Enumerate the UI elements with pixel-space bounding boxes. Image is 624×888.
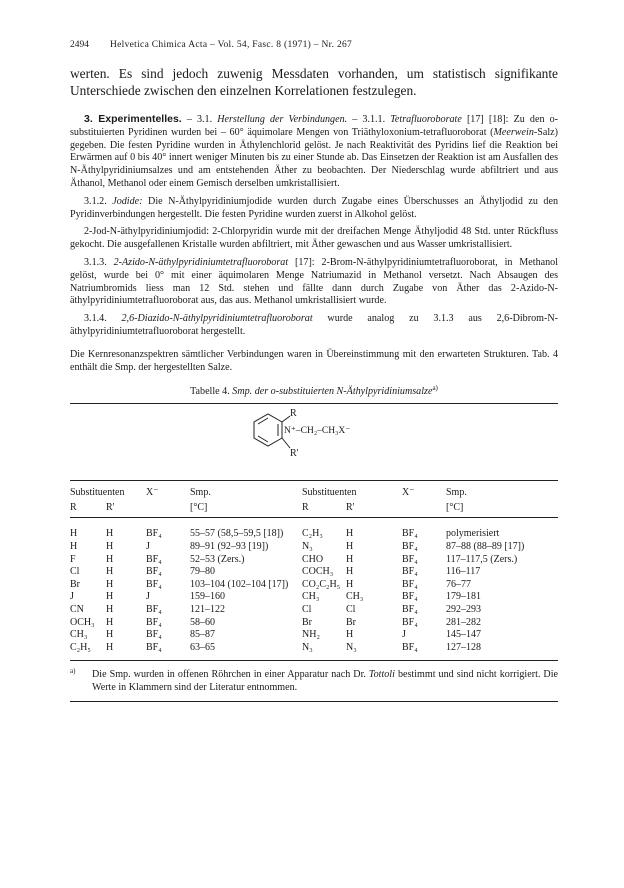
left-x-cell: J bbox=[146, 591, 150, 603]
right-rprime-cell: H bbox=[346, 528, 354, 540]
right-x-cell: BF₄ bbox=[402, 616, 418, 628]
left-r-cell: C₂H₅ bbox=[70, 641, 91, 653]
left-r-cell: Br bbox=[70, 578, 80, 590]
table-caption: Tabelle 4. Smp. der o-substituierten N-Äthylpyridiniumsalze$^{a)}$ bbox=[190, 384, 438, 398]
left-x-cell: BF₄ bbox=[146, 578, 162, 590]
page-number: 2494 bbox=[70, 40, 89, 50]
table-row bbox=[70, 579, 558, 592]
right-r-cell: NH₂ bbox=[302, 629, 320, 641]
left-x-cell: BF₄ bbox=[146, 528, 162, 540]
left-r-cell: CN bbox=[70, 603, 84, 615]
left-rprime-cell: H bbox=[106, 629, 114, 641]
pyridinium-structure bbox=[70, 404, 558, 480]
table-body bbox=[70, 518, 558, 660]
right-r-cell: C₂H₃ bbox=[302, 528, 323, 540]
right-rprime-cell: Br bbox=[346, 616, 356, 628]
left-smp-cell: 103–104 (102–104 [17]) bbox=[190, 578, 289, 590]
right-r-cell: CHO bbox=[302, 553, 324, 565]
bond-to-r bbox=[282, 416, 290, 422]
header-unit-left: [°C] bbox=[190, 502, 208, 514]
right-x-cell: J bbox=[402, 629, 406, 641]
right-rprime-cell: CH₃ bbox=[346, 591, 364, 603]
journal-page bbox=[70, 38, 558, 702]
left-r-cell: OCH₃ bbox=[70, 616, 95, 628]
right-rprime-cell: H bbox=[346, 540, 354, 552]
right-rprime-cell: H bbox=[346, 629, 354, 641]
table-row bbox=[70, 617, 558, 630]
header-smp-left: Smp. bbox=[190, 487, 211, 499]
header-substituents-right: Substituenten bbox=[302, 487, 357, 499]
left-smp-cell: 89–91 (92–93 [19]) bbox=[190, 540, 269, 552]
right-r-cell: N₃ bbox=[302, 641, 313, 653]
substituent-rprime-label: R' bbox=[290, 448, 299, 460]
table-row bbox=[70, 591, 558, 604]
bond-to-rprime bbox=[282, 438, 290, 448]
header-r-left: R bbox=[70, 502, 77, 514]
left-r-cell: Cl bbox=[70, 566, 80, 578]
table-row bbox=[70, 566, 558, 579]
right-rprime-cell: H bbox=[346, 553, 354, 565]
right-x-cell: BF₄ bbox=[402, 528, 418, 540]
right-r-cell: CO₂C₂H₅ bbox=[302, 578, 341, 590]
left-rprime-cell: H bbox=[106, 603, 114, 615]
header-unit-right: [°C] bbox=[446, 502, 464, 514]
right-rprime-cell: N₃ bbox=[346, 641, 357, 653]
right-r-cell: Br bbox=[302, 616, 312, 628]
left-rprime-cell: H bbox=[106, 540, 114, 552]
right-smp-cell: 76–77 bbox=[446, 578, 471, 590]
left-x-cell: BF₄ bbox=[146, 553, 162, 565]
left-smp-cell: 63–65 bbox=[190, 641, 215, 653]
paragraph-3-1-4: 3.1.4. 2,6-Diazido-N-äthylpyridiniumtetrafluoroborat wurde analog zu 3.1.3 aus 2,6-Dibrom-N-äthylpyridiniumtetrafluoroborat hergestellt. bbox=[70, 313, 558, 337]
left-r-cell: CH₃ bbox=[70, 629, 88, 641]
left-rprime-cell: H bbox=[106, 578, 114, 590]
left-smp-cell: 85–87 bbox=[190, 629, 215, 641]
paragraph-iodide-prep: 2-Jod-N-äthylpyridiniumjodid: 2-Chlorpyridin wurde mit der dreifachen Menge Äthyljodid 48 Std. unter Rückfluss gekocht. Die ausgefallenen Kristalle wurden abfiltriert, mit Äther gewaschen und aus Wasser umkristallisiert. bbox=[70, 226, 558, 251]
left-x-cell: BF₄ bbox=[146, 566, 162, 578]
table-row bbox=[70, 541, 558, 554]
left-r-cell: F bbox=[70, 553, 76, 565]
right-smp-cell: 281–282 bbox=[446, 616, 481, 628]
left-rprime-cell: H bbox=[106, 553, 114, 565]
right-rprime-cell: H bbox=[346, 578, 354, 590]
table-row bbox=[70, 642, 558, 655]
left-x-cell: BF₄ bbox=[146, 616, 162, 628]
left-rprime-cell: H bbox=[106, 616, 114, 628]
table-row bbox=[70, 528, 558, 541]
right-rprime-cell: Cl bbox=[346, 603, 356, 615]
right-rprime-cell: H bbox=[346, 566, 354, 578]
right-r-cell: CH₃ bbox=[302, 591, 320, 603]
table-bottom-rule bbox=[70, 660, 558, 661]
header-substituents-left: Substituenten bbox=[70, 487, 125, 499]
paragraph-3-1-2: 3.1.2. Jodide: Die N-Äthylpyridiniumjodide wurden durch Zugabe eines Überschusses an Äthyljodid zu den Pyridinverbindungen hergestellt. Die festen Pyridine wurden zuerst in Alkohol gelöst. bbox=[70, 195, 559, 220]
right-smp-cell: 87–88 (88–89 [17]) bbox=[446, 540, 525, 552]
left-x-cell: BF₄ bbox=[146, 629, 162, 641]
left-rprime-cell: H bbox=[106, 591, 114, 603]
right-x-cell: BF₄ bbox=[402, 641, 418, 653]
right-smp-cell: 117–117,5 (Zers.) bbox=[446, 553, 518, 565]
nmr-paragraph: Die Kernresonanzspektren sämtlicher Verbindungen waren in Übereinstimmung mit den erwarteten Strukturen. Tab. 4 enthält die Smp. der hergestellten Salze. bbox=[70, 348, 558, 373]
left-x-cell: J bbox=[146, 540, 150, 552]
footnote-bottom-rule bbox=[70, 701, 558, 702]
left-smp-cell: 58–60 bbox=[190, 616, 215, 628]
table-row bbox=[70, 554, 558, 567]
right-x-cell: BF₄ bbox=[402, 578, 418, 590]
right-smp-cell: 179–181 bbox=[446, 591, 481, 603]
right-smp-cell: 127–128 bbox=[446, 641, 481, 653]
paragraph-3-1-3: 3.1.3. 2-Azido-N-äthylpyridiniumtetrafluoroborat [17]: 2-Brom-N-äthylpyridiniumtetrafluoroborat, in Methanol gelöst, wurde bei 0° mit einer äquimolaren Menge Natriumazid in Methanol versetzt. Nach Absaugen des Natriumbromids liess man 12 Std. stehen und fällte dann durch Zugabe von Äther das 2-Azido-N-äthylpyridiniumtetrafluoroborat aus, das aus. Methanol umkristallisiert wurde. bbox=[70, 256, 558, 307]
intro-paragraph: werten. Es sind jedoch zuwenig Messdaten vorhanden, um statistisch signifikante Unterschiede zwischen den einzelnen Korrelationen festzulegen. bbox=[70, 66, 558, 98]
left-r-cell: J bbox=[70, 591, 74, 603]
header-x-right: X⁻ bbox=[402, 487, 415, 499]
right-r-cell: N₃ bbox=[302, 540, 313, 552]
n-ethyl-chain-label: N⁺–CH₂–CH₃X⁻ bbox=[284, 426, 351, 437]
table-row bbox=[70, 604, 558, 617]
left-rprime-cell: H bbox=[106, 566, 114, 578]
header-rp-left: R' bbox=[106, 502, 115, 514]
paragraph-3-1-1: 3. Experimentelles. – 3.1. Herstellung der Verbindungen. – 3.1.1. Tetrafluoroborate [17] [18]: Zu den o-substituierten Pyridinen wurden bei – 60° äquimolare Mengen von Triäthyloxonium-tetrafluoroborat (Meerwein-Salz) gegeben. Die festen Pyridine wurden in Äthylenchlorid gelöst. Je nach Reaktivität des Pyridins lief die Reaktion bei Erwärmen auf 0 bis 40° innert weniger Minuten bis zu einer Stunde ab. Das Einsetzen der Reaktion ist am Ausfallen des N-Äthylpyridiniumsalzes und am entstehenden Äther zu beobachten. Der Niederschlag wurde abfiltriert und aus Äthanol, Methanol oder einem Gemisch derselben umkristallisiert. bbox=[70, 113, 558, 189]
left-rprime-cell: H bbox=[106, 641, 114, 653]
running-title: Helvetica Chimica Acta – Vol. 54, Fasc. 8 (1971) – Nr. 267 bbox=[110, 40, 353, 50]
left-x-cell: BF₄ bbox=[146, 603, 162, 615]
header-rp-right: R' bbox=[346, 502, 355, 514]
left-smp-cell: 55–57 (58,5–59,5 [18]) bbox=[190, 528, 284, 540]
right-x-cell: BF₄ bbox=[402, 540, 418, 552]
right-smp-cell: 292–293 bbox=[446, 603, 481, 615]
header-x-left: X⁻ bbox=[146, 487, 159, 499]
structure-diagram bbox=[70, 404, 558, 480]
left-smp-cell: 159–160 bbox=[190, 591, 225, 603]
running-header bbox=[70, 38, 558, 52]
right-x-cell: BF₄ bbox=[402, 591, 418, 603]
left-rprime-cell: H bbox=[106, 528, 114, 540]
right-r-cell: COCH₃ bbox=[302, 566, 334, 578]
left-r-cell: H bbox=[70, 528, 78, 540]
table-header bbox=[70, 481, 558, 517]
right-x-cell: BF₄ bbox=[402, 566, 418, 578]
right-x-cell: BF₄ bbox=[402, 603, 418, 615]
header-r-right: R bbox=[302, 502, 309, 514]
left-smp-cell: 52–53 (Zers.) bbox=[190, 553, 245, 565]
right-smp-cell: polymerisiert bbox=[446, 528, 500, 540]
experimental-section bbox=[70, 113, 558, 339]
right-smp-cell: 116–117 bbox=[446, 566, 481, 578]
right-r-cell: Cl bbox=[302, 603, 312, 615]
left-r-cell: H bbox=[70, 540, 78, 552]
right-x-cell: BF₄ bbox=[402, 553, 418, 565]
header-smp-right: Smp. bbox=[446, 487, 467, 499]
section-heading: 3. Experimentelles. bbox=[84, 113, 182, 125]
footnote-text: Die Smp. wurden in offenen Röhrchen in einer Apparatur nach Dr. Tottoli bestimmt und sind nicht korrigiert. Die Werte in Klammern sind der Literatur entnommen. bbox=[92, 669, 558, 694]
left-x-cell: BF₄ bbox=[146, 641, 162, 653]
table-row bbox=[70, 629, 558, 642]
left-smp-cell: 121–122 bbox=[190, 603, 225, 615]
right-smp-cell: 145–147 bbox=[446, 629, 481, 641]
table-footnote bbox=[70, 669, 558, 695]
substituent-r-label: R bbox=[290, 408, 297, 420]
footnote-mark: a) bbox=[70, 667, 76, 676]
left-smp-cell: 79–80 bbox=[190, 566, 215, 578]
